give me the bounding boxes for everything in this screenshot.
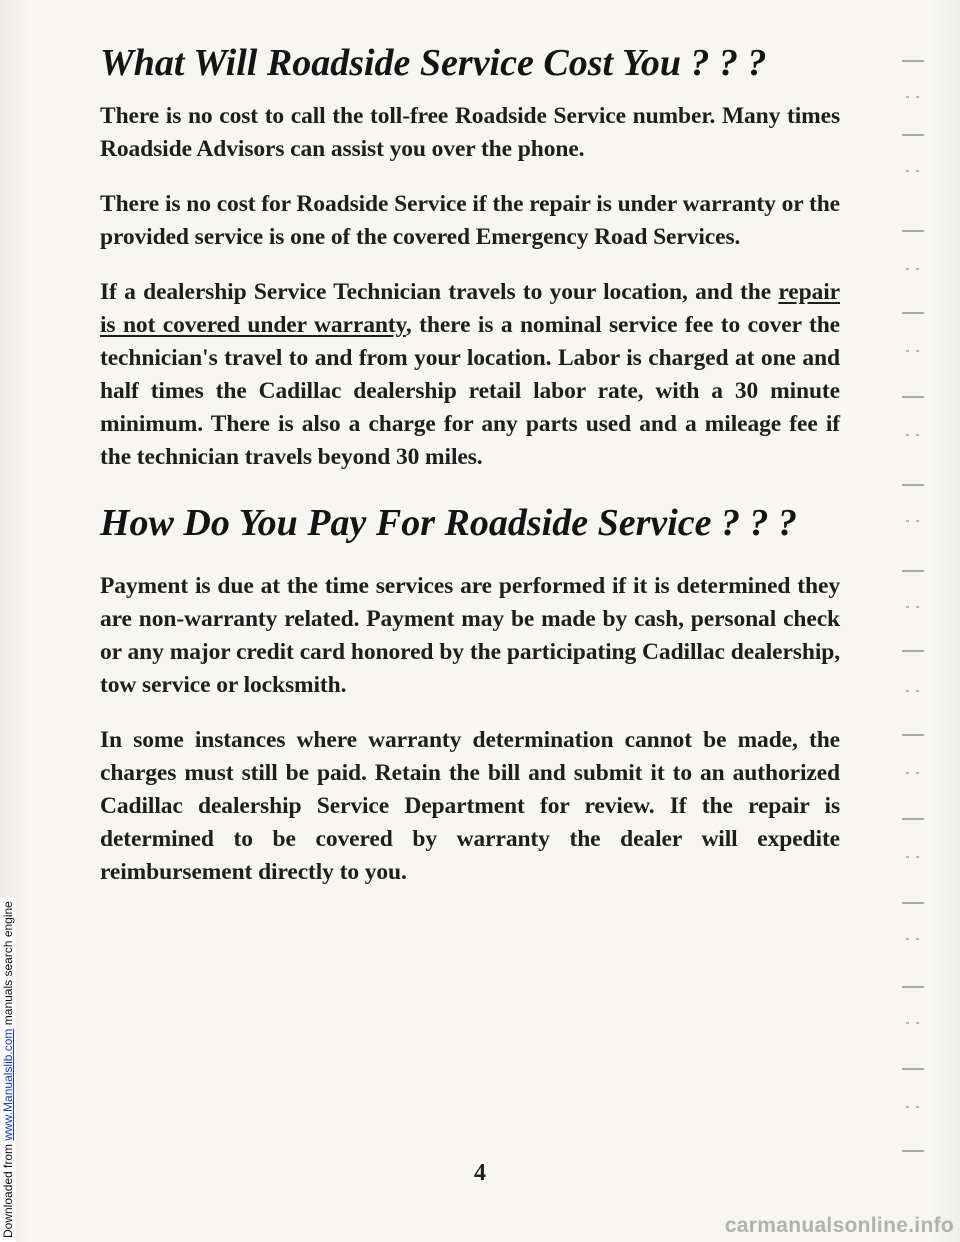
- section-heading-payment: How Do You Pay For Roadside Service ? ? ?: [100, 502, 798, 544]
- paragraph-payment-due: Payment is due at the time services are performed if it is determined they are non-warranty related. Payment may be made by cash, personal check or any major credit card honored by the participating Cadillac dealership, tow service or locksmith.: [100, 573, 840, 698]
- section-heading-cost: What Will Roadside Service Cost You ? ? ?: [100, 42, 767, 84]
- download-watermark: [0, 897, 16, 1242]
- page-number: 4: [474, 1160, 486, 1186]
- paragraph-service-fee: [100, 276, 840, 474]
- service-fee-details: , there is a nominal service fee to cover the technician's travel to and from your location. Labor is charged at one and half times the Cadillac dealership retail labor rate, with a 30 minute minimum. There is also a charge for any parts used and a mileage fee if the technician travels beyond 30 miles.: [100, 312, 840, 470]
- paragraph-warranty-cost: There is no cost for Roadside Service if the repair is under warranty or the provided service is one of the covered Emergency Road Services.: [100, 191, 840, 250]
- paragraph-reimbursement: In some instances where warranty determination cannot be made, the charges must still be paid. Retain the bill and submit it to an authorized Cadillac dealership Service Department for review. If the repair is determined to be covered by warranty the dealer will expedite reimbursement directly to you.: [100, 727, 840, 885]
- page-edge-marks: [898, 50, 938, 1170]
- page-content: [100, 40, 840, 911]
- paragraph-toll-free: There is no cost to call the toll-free Roadside Service number. Many times Roadside Advisors can assist you over the phone.: [100, 103, 840, 162]
- service-fee-intro: If a dealership Service Technician travels to your location, and the: [100, 279, 779, 305]
- watermark-prefix: Downloaded from: [1, 1140, 15, 1238]
- watermark-suffix: manuals search engine: [1, 901, 15, 1029]
- not-covered-underlined-text: repair is not covered under warranty: [100, 279, 840, 338]
- manualslib-link[interactable]: www.Manualslib.com: [1, 1028, 15, 1141]
- site-watermark: carmanualsonline.info: [724, 1214, 954, 1237]
